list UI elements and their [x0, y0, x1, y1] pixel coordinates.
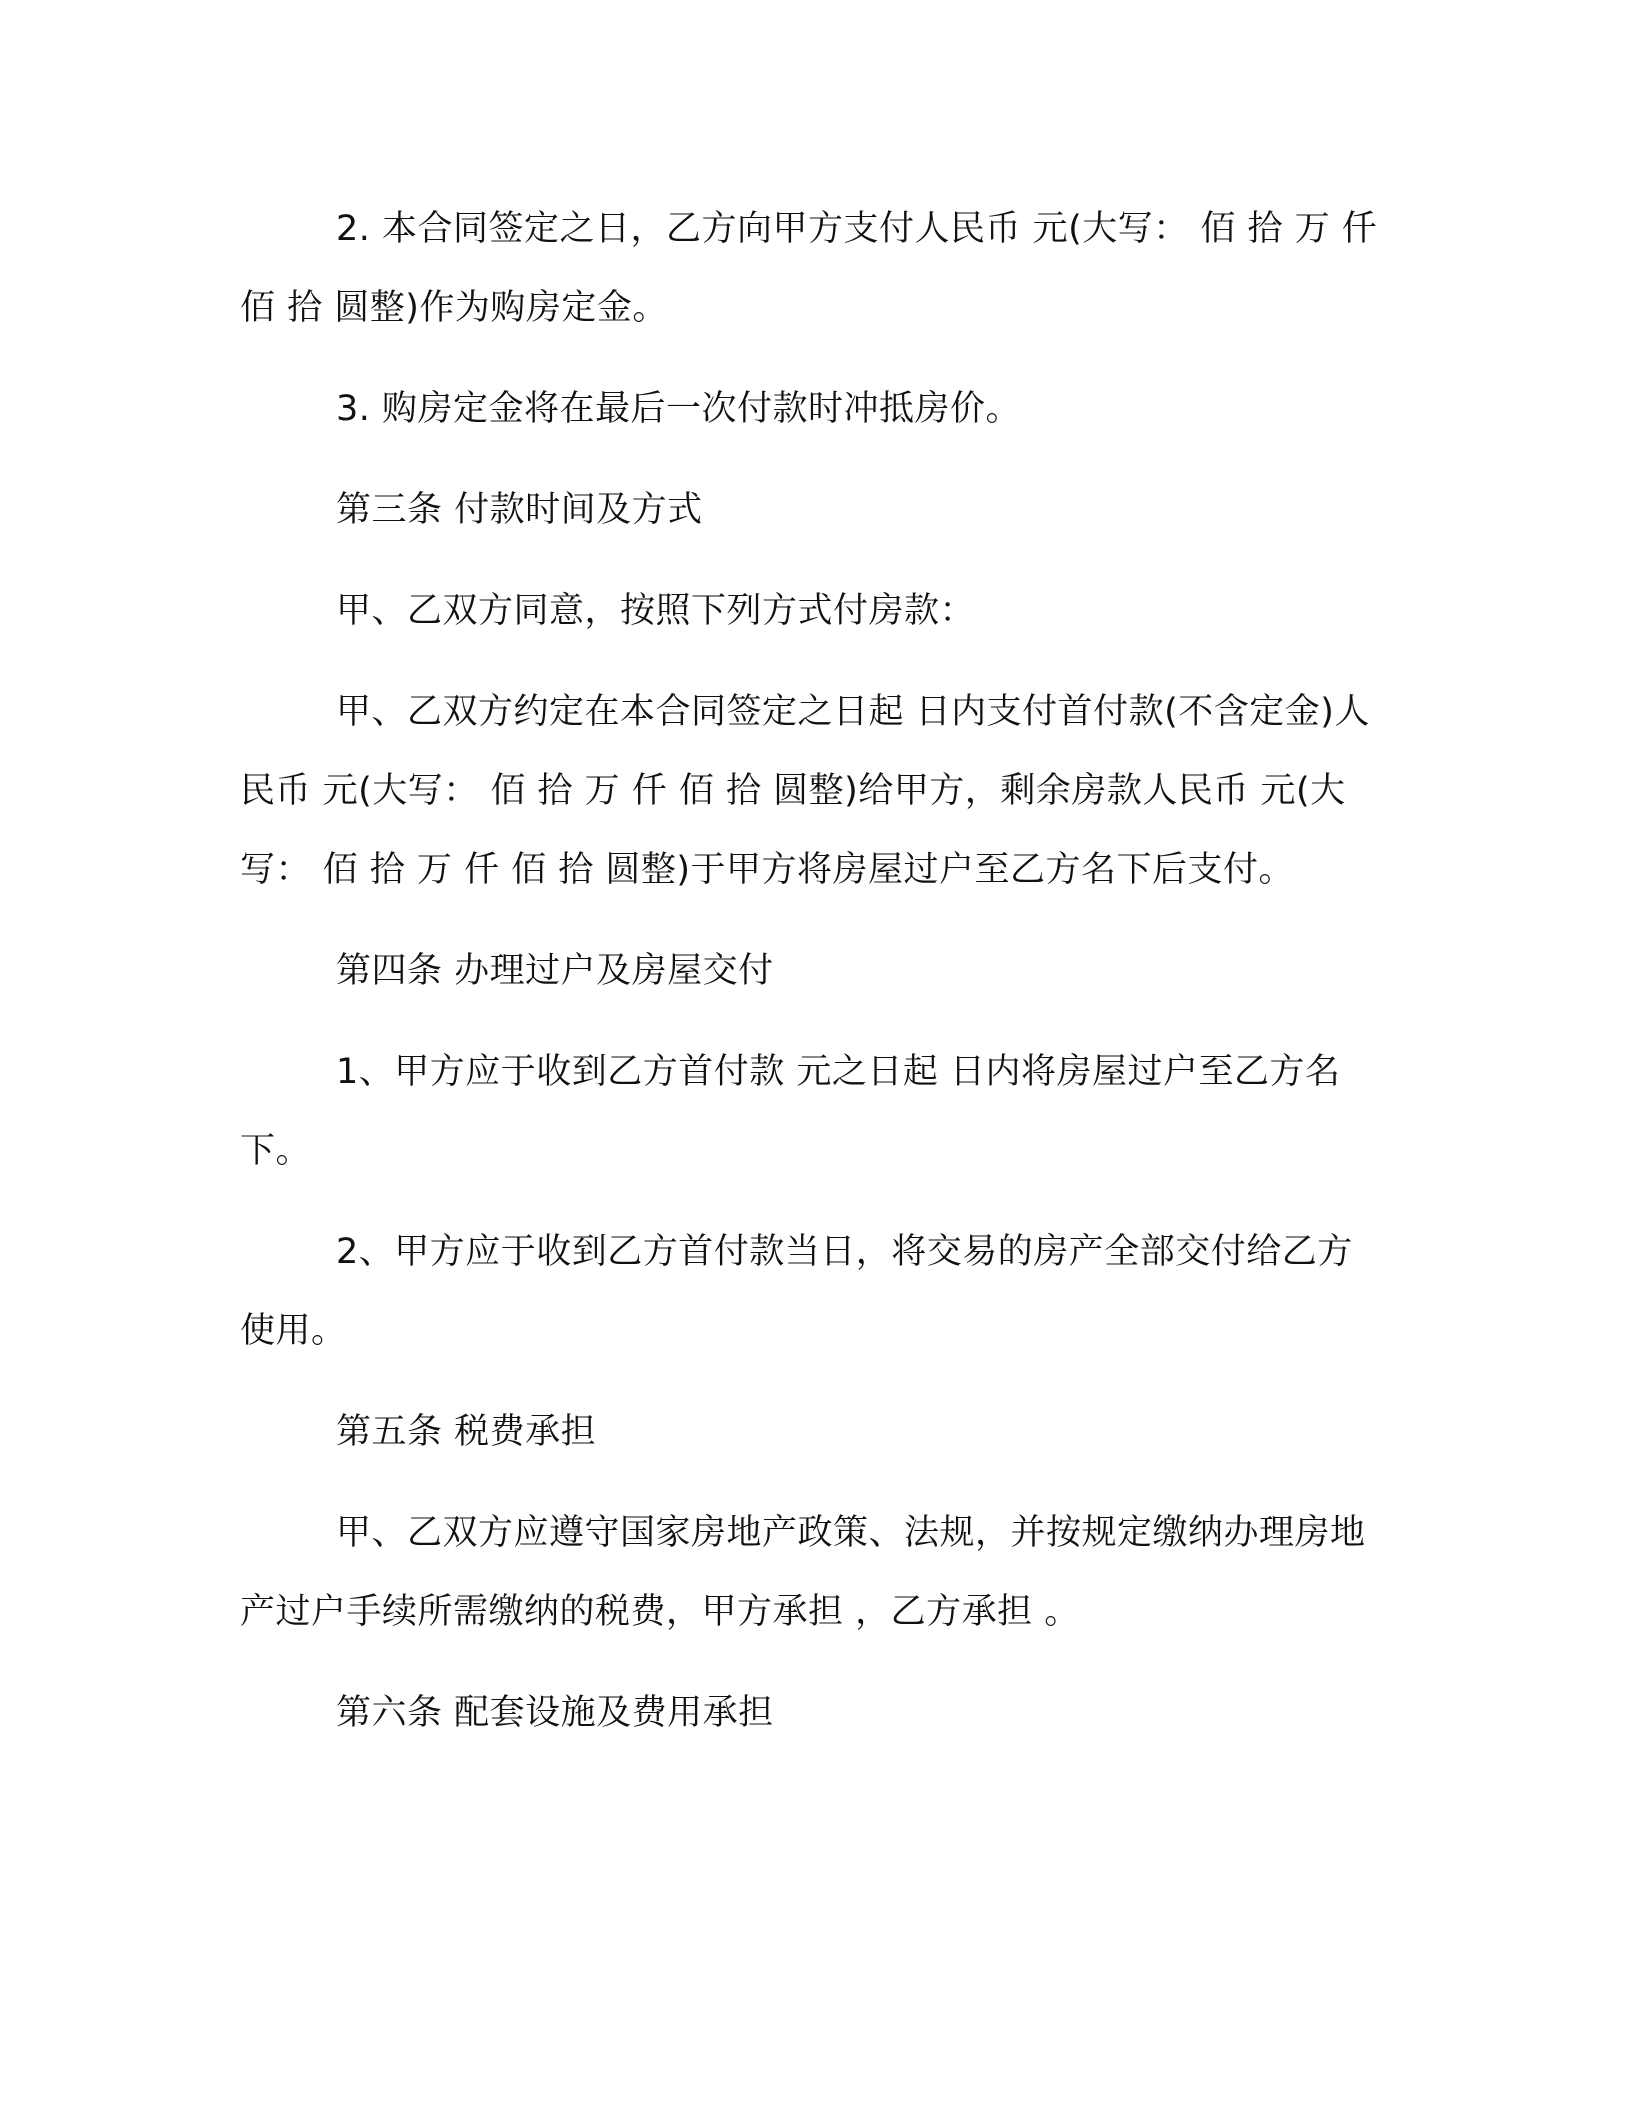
paragraph-payment-terms: 甲、乙双方约定在本合同签定之日起 日内支付首付款(不含定金)人民币 元(大写： 佰 拾 万 仟 佰 拾 圆整)给甲方，剩余房款人民币 元(大写： 佰 拾 万 仟 佰 拾 圆整)于甲方将房屋过户至乙方名下后支付。 [240, 692, 1370, 890]
heading-article-4: 第四条 办理过户及房屋交付 [336, 951, 774, 991]
heading-article-6: 第六条 配套设施及费用承担 [336, 1693, 774, 1733]
document-body [240, 190, 1380, 1775]
paragraph-delivery: 2、甲方应于收到乙方首付款当日，将交易的房产全部交付给乙方使用。 [240, 1232, 1353, 1351]
paragraph-taxes: 甲、乙双方应遵守国家房地产政策、法规，并按规定缴纳办理房地产过户手续所需缴纳的税费，甲方承担 ，乙方承担 。 [240, 1513, 1366, 1632]
paragraph-payment-agreement: 甲、乙双方同意，按照下列方式付房款： [336, 591, 976, 631]
heading-article-5: 第五条 税费承担 [336, 1412, 597, 1452]
paragraph-deposit-payment: 2. 本合同签定之日，乙方向甲方支付人民币 元(大写： 佰 拾 万 仟 佰 拾 圆整)作为购房定金。 [240, 209, 1378, 328]
paragraph-deposit-offset: 3. 购房定金将在最后一次付款时冲抵房价。 [336, 389, 1022, 429]
paragraph-transfer: 1、甲方应于收到乙方首付款 元之日起 日内将房屋过户至乙方名下。 [240, 1052, 1341, 1171]
heading-article-3: 第三条 付款时间及方式 [336, 490, 703, 530]
